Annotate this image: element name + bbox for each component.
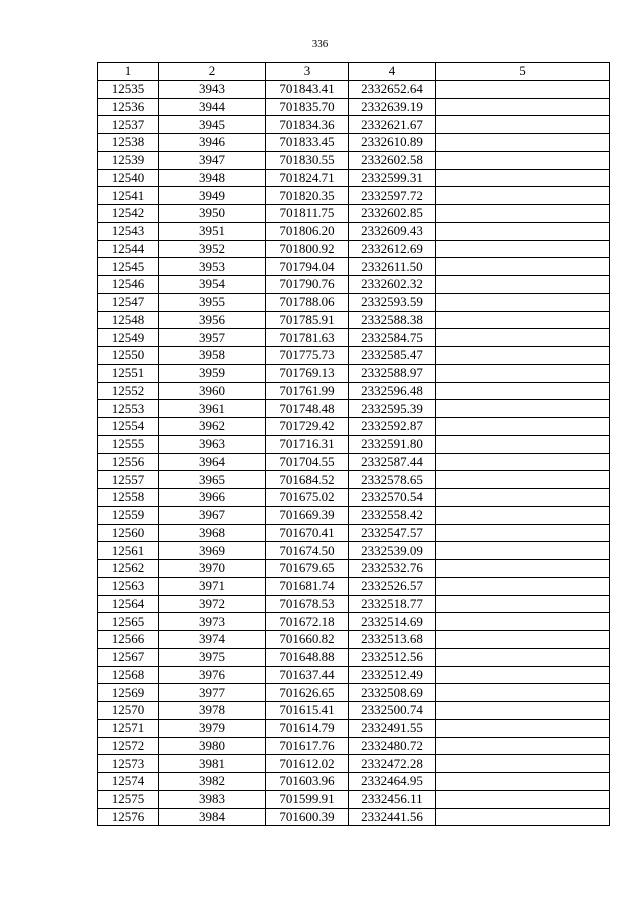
table-row	[98, 471, 610, 489]
table-cell	[436, 382, 610, 400]
table-cell: 3973	[159, 613, 266, 631]
table-cell: 12556	[98, 453, 159, 471]
table-cell	[436, 631, 610, 649]
table-cell: 2332599.31	[349, 169, 436, 187]
table-cell	[436, 418, 610, 436]
table-row	[98, 489, 610, 507]
table-cell: 3952	[159, 240, 266, 258]
table-cell: 3960	[159, 382, 266, 400]
table-cell	[436, 702, 610, 720]
table-cell: 12569	[98, 684, 159, 702]
table-cell: 3957	[159, 329, 266, 347]
table-cell: 701830.55	[266, 151, 349, 169]
table-cell: 3963	[159, 435, 266, 453]
table-cell: 3955	[159, 293, 266, 311]
table-cell: 12567	[98, 648, 159, 666]
table-row	[98, 773, 610, 791]
table-cell	[436, 134, 610, 152]
table-cell: 3968	[159, 524, 266, 542]
table-row	[98, 631, 610, 649]
column-header: 5	[436, 63, 610, 81]
table-cell: 12565	[98, 613, 159, 631]
table-cell: 3965	[159, 471, 266, 489]
table-cell: 12542	[98, 205, 159, 223]
table-cell	[436, 258, 610, 276]
table-cell: 2332612.69	[349, 240, 436, 258]
table-cell: 2332512.49	[349, 666, 436, 684]
table-cell	[436, 560, 610, 578]
table-cell: 2332595.39	[349, 400, 436, 418]
table-cell: 701670.41	[266, 524, 349, 542]
table-cell: 3943	[159, 80, 266, 98]
table-cell: 701675.02	[266, 489, 349, 507]
table-cell	[436, 542, 610, 560]
table-body	[98, 80, 610, 826]
table-cell: 3975	[159, 648, 266, 666]
table-cell: 12563	[98, 577, 159, 595]
table-cell: 12537	[98, 116, 159, 134]
table-row	[98, 222, 610, 240]
table-cell: 701615.41	[266, 702, 349, 720]
table-cell: 2332518.77	[349, 595, 436, 613]
table-cell: 2332597.72	[349, 187, 436, 205]
table-cell: 701834.36	[266, 116, 349, 134]
table-cell: 12552	[98, 382, 159, 400]
table-cell: 12550	[98, 347, 159, 365]
table-cell: 12576	[98, 808, 159, 826]
table-cell: 701603.96	[266, 773, 349, 791]
table-cell: 12553	[98, 400, 159, 418]
table-cell: 2332472.28	[349, 755, 436, 773]
table-cell: 701729.42	[266, 418, 349, 436]
table-row	[98, 435, 610, 453]
column-header: 4	[349, 63, 436, 81]
table-cell: 12549	[98, 329, 159, 347]
table-cell: 701843.41	[266, 80, 349, 98]
table-cell: 701785.91	[266, 311, 349, 329]
table-cell: 3953	[159, 258, 266, 276]
table-cell	[436, 719, 610, 737]
table-cell: 2332578.65	[349, 471, 436, 489]
table-cell: 701835.70	[266, 98, 349, 116]
table-cell: 701824.71	[266, 169, 349, 187]
table-cell: 12562	[98, 560, 159, 578]
table-cell: 3967	[159, 506, 266, 524]
table-cell: 12543	[98, 222, 159, 240]
column-header: 1	[98, 63, 159, 81]
table-row	[98, 116, 610, 134]
table-cell: 3981	[159, 755, 266, 773]
table-cell: 701600.39	[266, 808, 349, 826]
table-cell: 12566	[98, 631, 159, 649]
table-cell: 701681.74	[266, 577, 349, 595]
table-cell	[436, 205, 610, 223]
table-cell: 3961	[159, 400, 266, 418]
table-cell: 2332609.43	[349, 222, 436, 240]
table-cell: 2332513.68	[349, 631, 436, 649]
table-header-row	[98, 63, 610, 81]
column-header: 3	[266, 63, 349, 81]
coordinates-table	[97, 62, 610, 826]
table-cell	[436, 311, 610, 329]
table-cell: 12544	[98, 240, 159, 258]
table-row	[98, 648, 610, 666]
table-cell: 12570	[98, 702, 159, 720]
table-cell: 12571	[98, 719, 159, 737]
table-cell: 701716.31	[266, 435, 349, 453]
table-cell: 12572	[98, 737, 159, 755]
table-cell: 3958	[159, 347, 266, 365]
table-row	[98, 276, 610, 294]
table-cell: 3962	[159, 418, 266, 436]
table-cell: 2332591.80	[349, 435, 436, 453]
table-cell: 2332532.76	[349, 560, 436, 578]
table-cell: 2332621.67	[349, 116, 436, 134]
table-row	[98, 702, 610, 720]
table-cell: 12573	[98, 755, 159, 773]
table-cell: 3983	[159, 790, 266, 808]
table-cell: 701769.13	[266, 364, 349, 382]
table-cell: 12545	[98, 258, 159, 276]
table-cell	[436, 116, 610, 134]
table-cell	[436, 471, 610, 489]
table-cell: 2332602.85	[349, 205, 436, 223]
table-row	[98, 134, 610, 152]
table-row	[98, 329, 610, 347]
table-cell	[436, 400, 610, 418]
table-cell: 12541	[98, 187, 159, 205]
table-cell: 701612.02	[266, 755, 349, 773]
table-cell: 701617.76	[266, 737, 349, 755]
table-cell: 701614.79	[266, 719, 349, 737]
table-row	[98, 684, 610, 702]
table-row	[98, 613, 610, 631]
table-cell: 701788.06	[266, 293, 349, 311]
table-cell: 2332585.47	[349, 347, 436, 365]
table-cell: 701800.92	[266, 240, 349, 258]
table-cell	[436, 222, 610, 240]
table-cell: 2332584.75	[349, 329, 436, 347]
table-cell: 12551	[98, 364, 159, 382]
table-cell: 2332480.72	[349, 737, 436, 755]
table-cell: 12564	[98, 595, 159, 613]
table-cell: 2332464.95	[349, 773, 436, 791]
table-cell: 701672.18	[266, 613, 349, 631]
table-cell: 2332456.11	[349, 790, 436, 808]
table-cell: 12536	[98, 98, 159, 116]
table-row	[98, 577, 610, 595]
table-row	[98, 364, 610, 382]
table-cell: 3970	[159, 560, 266, 578]
table-row	[98, 258, 610, 276]
table-cell: 3964	[159, 453, 266, 471]
table-cell: 3944	[159, 98, 266, 116]
table-row	[98, 418, 610, 436]
table-cell: 3974	[159, 631, 266, 649]
table-row	[98, 347, 610, 365]
table-cell: 2332491.55	[349, 719, 436, 737]
table-cell: 3978	[159, 702, 266, 720]
table-cell: 3966	[159, 489, 266, 507]
table-cell	[436, 755, 610, 773]
table-cell: 3949	[159, 187, 266, 205]
table-cell: 701669.39	[266, 506, 349, 524]
table-cell: 12574	[98, 773, 159, 791]
table-cell: 701781.63	[266, 329, 349, 347]
table-cell: 3950	[159, 205, 266, 223]
table-cell: 701637.44	[266, 666, 349, 684]
table-cell	[436, 773, 610, 791]
table-cell: 3948	[159, 169, 266, 187]
table-cell: 2332441.56	[349, 808, 436, 826]
table-row	[98, 205, 610, 223]
table-cell	[436, 808, 610, 826]
table-cell: 2332602.58	[349, 151, 436, 169]
table-cell	[436, 613, 610, 631]
table-cell	[436, 169, 610, 187]
table-cell: 3984	[159, 808, 266, 826]
table-row	[98, 400, 610, 418]
table-cell: 12555	[98, 435, 159, 453]
table-cell	[436, 98, 610, 116]
table-cell: 2332596.48	[349, 382, 436, 400]
table-cell: 3971	[159, 577, 266, 595]
table-cell: 12554	[98, 418, 159, 436]
table-cell	[436, 364, 610, 382]
table-row	[98, 755, 610, 773]
table-row	[98, 151, 610, 169]
table-cell: 701794.04	[266, 258, 349, 276]
table-cell: 2332639.19	[349, 98, 436, 116]
table-cell: 12557	[98, 471, 159, 489]
table-cell	[436, 293, 610, 311]
table-cell	[436, 790, 610, 808]
table-cell: 701811.75	[266, 205, 349, 223]
table-cell: 701775.73	[266, 347, 349, 365]
table-cell	[436, 435, 610, 453]
table-row	[98, 98, 610, 116]
table-cell	[436, 684, 610, 702]
table-cell	[436, 666, 610, 684]
table-row	[98, 808, 610, 826]
table-cell: 3947	[159, 151, 266, 169]
table-cell: 701820.35	[266, 187, 349, 205]
table-cell: 2332512.56	[349, 648, 436, 666]
table-cell: 701679.65	[266, 560, 349, 578]
table-cell: 3982	[159, 773, 266, 791]
table-cell: 12558	[98, 489, 159, 507]
table-cell: 12560	[98, 524, 159, 542]
table-cell: 2332500.74	[349, 702, 436, 720]
table-cell: 701748.48	[266, 400, 349, 418]
table-row	[98, 719, 610, 737]
table-row	[98, 737, 610, 755]
table-cell: 701704.55	[266, 453, 349, 471]
table-cell: 12539	[98, 151, 159, 169]
table-row	[98, 666, 610, 684]
table-cell: 701674.50	[266, 542, 349, 560]
table-cell: 2332547.57	[349, 524, 436, 542]
table-cell: 12535	[98, 80, 159, 98]
table-cell: 2332508.69	[349, 684, 436, 702]
table-cell	[436, 187, 610, 205]
table-cell: 2332558.42	[349, 506, 436, 524]
table-cell: 2332526.57	[349, 577, 436, 595]
table-cell: 2332514.69	[349, 613, 436, 631]
table-row	[98, 169, 610, 187]
table-cell	[436, 151, 610, 169]
table-cell	[436, 737, 610, 755]
table-row	[98, 542, 610, 560]
table-cell: 12547	[98, 293, 159, 311]
table-cell: 701790.76	[266, 276, 349, 294]
table-row	[98, 240, 610, 258]
table-cell	[436, 489, 610, 507]
table-cell: 3977	[159, 684, 266, 702]
table-row	[98, 595, 610, 613]
table-cell: 3946	[159, 134, 266, 152]
table-row	[98, 790, 610, 808]
table-cell	[436, 577, 610, 595]
table-row	[98, 80, 610, 98]
table-cell: 3945	[159, 116, 266, 134]
table-cell	[436, 524, 610, 542]
table-cell: 12568	[98, 666, 159, 684]
table-cell: 12559	[98, 506, 159, 524]
table-cell: 701761.99	[266, 382, 349, 400]
table-cell: 12561	[98, 542, 159, 560]
table-cell	[436, 80, 610, 98]
table-cell: 2332602.32	[349, 276, 436, 294]
table-cell: 3979	[159, 719, 266, 737]
table-cell: 701678.53	[266, 595, 349, 613]
table-cell: 3956	[159, 311, 266, 329]
table-cell	[436, 329, 610, 347]
table-cell: 701660.82	[266, 631, 349, 649]
table-row	[98, 506, 610, 524]
table-cell: 3969	[159, 542, 266, 560]
table-cell: 701684.52	[266, 471, 349, 489]
table-cell: 701626.65	[266, 684, 349, 702]
table-row	[98, 187, 610, 205]
table-row	[98, 311, 610, 329]
table-row	[98, 560, 610, 578]
table-cell	[436, 648, 610, 666]
table-cell: 701806.20	[266, 222, 349, 240]
table-cell	[436, 595, 610, 613]
table-cell: 2332539.09	[349, 542, 436, 560]
table-cell: 2332611.50	[349, 258, 436, 276]
table-cell: 701648.88	[266, 648, 349, 666]
table-cell: 3976	[159, 666, 266, 684]
table-cell: 701833.45	[266, 134, 349, 152]
table-cell: 12546	[98, 276, 159, 294]
table-cell: 3959	[159, 364, 266, 382]
table-row	[98, 524, 610, 542]
table-cell: 2332588.38	[349, 311, 436, 329]
table-row	[98, 453, 610, 471]
table-cell: 2332587.44	[349, 453, 436, 471]
table-cell: 701599.91	[266, 790, 349, 808]
table-cell	[436, 276, 610, 294]
table-cell: 3954	[159, 276, 266, 294]
table-cell: 2332592.87	[349, 418, 436, 436]
page-number: 336	[311, 38, 329, 50]
table-cell	[436, 240, 610, 258]
table-cell: 2332610.89	[349, 134, 436, 152]
table-cell: 3980	[159, 737, 266, 755]
table-cell: 2332652.64	[349, 80, 436, 98]
table-cell: 3951	[159, 222, 266, 240]
table-cell: 12575	[98, 790, 159, 808]
table-cell	[436, 506, 610, 524]
table-cell	[436, 453, 610, 471]
table-cell: 2332588.97	[349, 364, 436, 382]
table-cell: 2332570.54	[349, 489, 436, 507]
table-row	[98, 293, 610, 311]
column-header: 2	[159, 63, 266, 81]
table-cell: 12540	[98, 169, 159, 187]
table-cell: 12538	[98, 134, 159, 152]
table-cell: 3972	[159, 595, 266, 613]
table-cell	[436, 347, 610, 365]
table-cell: 2332593.59	[349, 293, 436, 311]
table-row	[98, 382, 610, 400]
table-cell: 12548	[98, 311, 159, 329]
